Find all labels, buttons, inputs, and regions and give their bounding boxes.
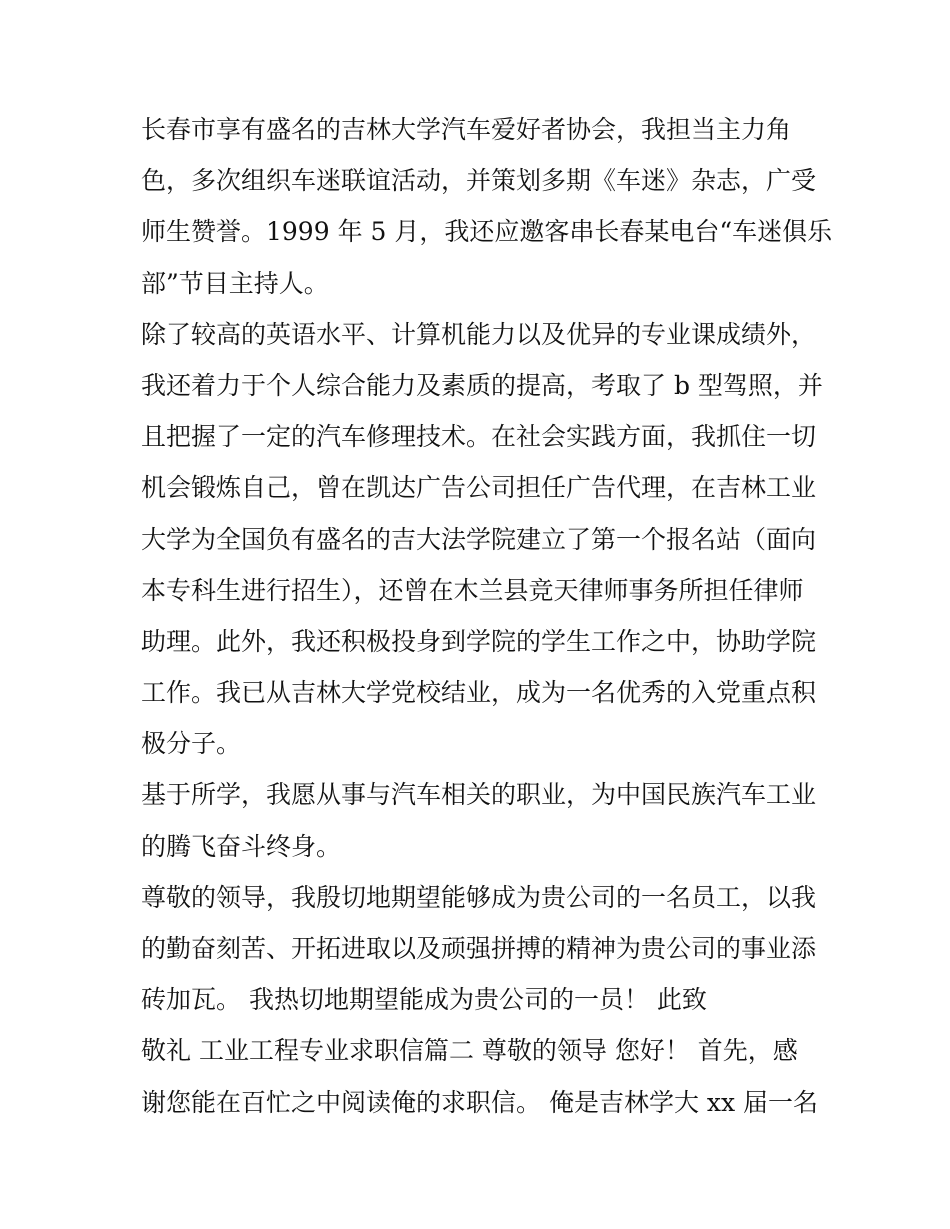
text-line: 且把握了一定的汽车修理技术。在社会实践方面，我抓住一切 — [141, 422, 817, 452]
text-line: 色，多次组织车迷联谊活动，并策划多期《车迷》杂志，广受 — [141, 166, 817, 196]
text-line: 基于所学，我愿从事与汽车相关的职业，为中国民族汽车工业 — [141, 780, 817, 810]
text-line: 工作。我已从吉林大学党校结业，成为一名优秀的入党重点积 — [141, 678, 817, 708]
text-line: 部”节目主持人。 — [141, 268, 329, 298]
text-line: 机会锻炼自己，曾在凯达广告公司担任广告代理，在吉林工业 — [141, 473, 817, 503]
text-line: 本专科生进行招生），还曾在木兰县竞天律师事务所担任律师 — [141, 575, 804, 605]
text-line: 大学为全国负有盛名的吉大法学院建立了第一个报名站（面向 — [141, 524, 817, 554]
body-text — [141, 104, 831, 1128]
text-line: 我还着力于个人综合能力及素质的提高，考取了 b 型驾照，并 — [141, 370, 823, 400]
text-line: 砖加瓦。 我热切地期望能成为贵公司的一员！ 此致 — [141, 985, 707, 1015]
text-line: 长春市享有盛名的吉林大学汽车爱好者协会，我担当主力角 — [141, 115, 792, 144]
text-line: 敬礼 工业工程专业求职信篇二 尊敬的领导 您好！ 首先，感 — [141, 1036, 798, 1066]
text-line: 谢您能在百忙之中阅读俺的求职信。 俺是吉林学大 xx 届一名 — [141, 1087, 819, 1117]
text-line: 极分子。 — [141, 729, 242, 759]
text-line: 除了较高的英语水平、计算机能力以及优异的专业课成绩外， — [141, 319, 817, 349]
text-line: 助理。此外，我还积极投身到学院的学生工作之中，协助学院 — [141, 626, 817, 656]
text-line: 尊敬的领导，我殷切地期望能够成为贵公司的一名员工，以我 — [141, 882, 817, 912]
text-line: 的腾飞奋斗终身。 — [141, 831, 342, 861]
text-line: 师生赞誉。1999 年 5 月，我还应邀客串长春某电台“车迷俱乐 — [141, 217, 833, 247]
text-line: 的勤奋刻苦、开拓进取以及顽强拼搏的精神为贵公司的事业添 — [141, 934, 817, 963]
